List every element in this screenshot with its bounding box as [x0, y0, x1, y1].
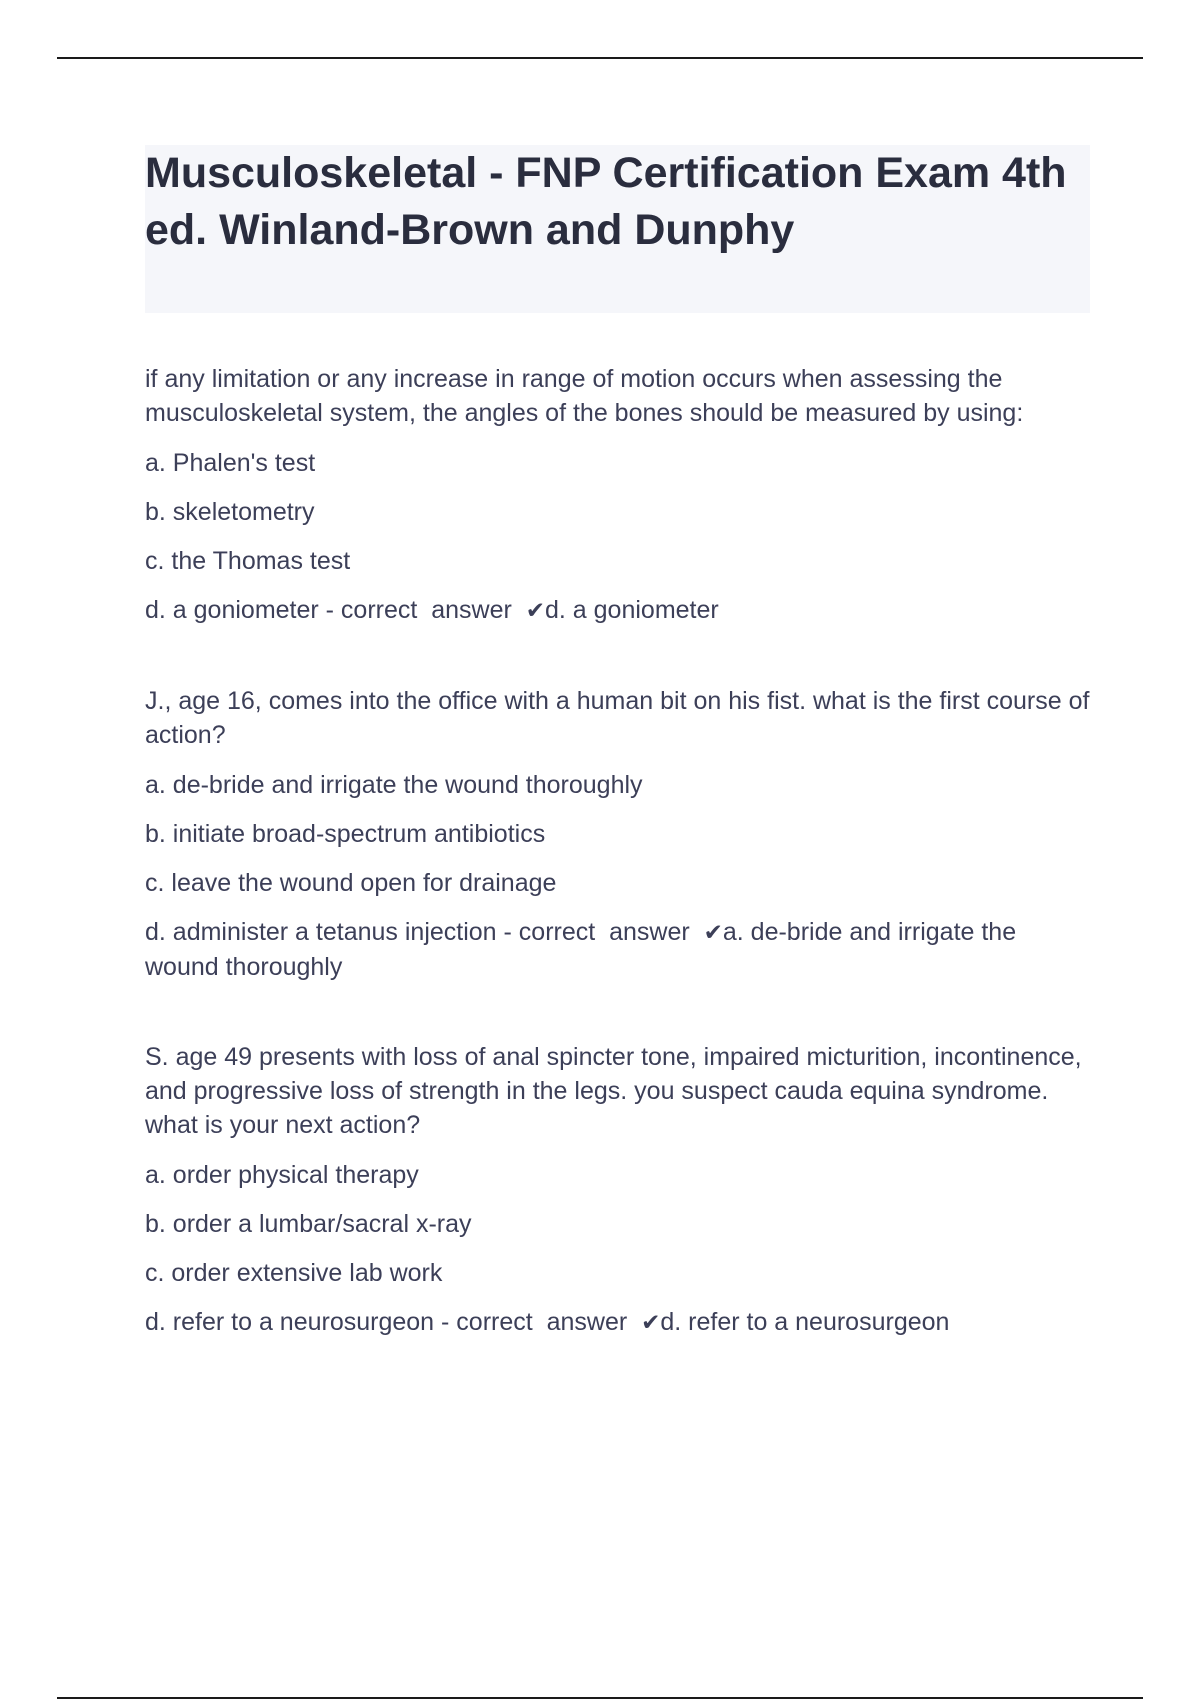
option-d-with-answer — [145, 593, 1090, 628]
option-d-with-answer — [145, 1305, 1090, 1340]
option-c: c. the Thomas test — [145, 547, 351, 575]
option-b: b. initiate broad-spectrum antibiotics — [145, 820, 546, 848]
correct-answer-label: - correct answer — [496, 918, 704, 946]
option-a: a. Phalen's test — [145, 449, 316, 477]
question-text: if any limitation or any increase in range of motion occurs when assessing the musculoskeletal system, the angles of the bones should be measured by using: — [145, 365, 1024, 427]
top-divider — [57, 57, 1143, 59]
option-a: a. order physical therapy — [145, 1161, 419, 1189]
document-body — [145, 362, 1090, 1396]
page-title: Musculoskeletal - FNP Certification Exam 4th ed. Winland-Brown and Dunphy — [145, 149, 1067, 254]
option-c: c. order extensive lab work — [145, 1259, 443, 1287]
option-c: c. leave the wound open for drainage — [145, 869, 557, 897]
question-text: J., age 16, comes into the office with a human bit on his fist. what is the first course of action? — [145, 687, 1090, 749]
bottom-divider — [57, 1697, 1143, 1699]
title-banner — [145, 145, 1090, 313]
question-text: S. age 49 presents with loss of anal spincter tone, impaired micturition, incontinence, and progressive loss of strength in the legs. you suspect cauda equina syndrome. what is your next action? — [145, 1043, 1082, 1139]
option-a: a. de-bride and irrigate the wound thoroughly — [145, 771, 643, 799]
check-icon: ✔ — [641, 1310, 661, 1336]
option-d: d. a goniometer — [145, 596, 319, 624]
correct-answer: a. de-bride and irrigate the wound thoroughly — [145, 918, 1017, 981]
question-block — [145, 362, 1090, 628]
question-block — [145, 1040, 1090, 1340]
option-d: d. refer to a neurosurgeon — [145, 1308, 435, 1336]
option-b: b. order a lumbar/sacral x-ray — [145, 1210, 472, 1238]
correct-answer: d. refer to a neurosurgeon — [660, 1308, 950, 1336]
check-icon: ✔ — [525, 598, 545, 624]
option-d-with-answer — [145, 915, 1090, 984]
correct-answer-label: - correct answer — [434, 1308, 642, 1336]
correct-answer: d. a goniometer — [545, 596, 719, 624]
question-block — [145, 684, 1090, 984]
check-icon: ✔ — [703, 920, 723, 946]
correct-answer-label: - correct answer — [318, 596, 526, 624]
option-d: d. administer a tetanus injection — [145, 918, 497, 946]
option-b: b. skeletometry — [145, 498, 315, 526]
